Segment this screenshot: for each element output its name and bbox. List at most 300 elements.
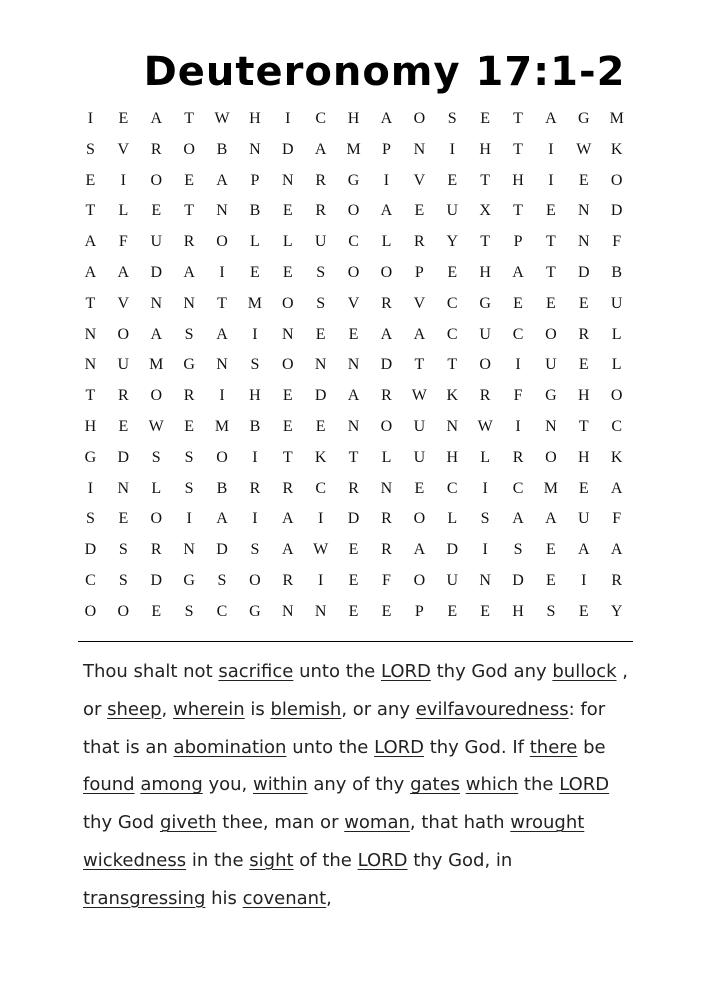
grid-letter[interactable]: D [117, 448, 130, 466]
grid-letter[interactable]: I [318, 571, 324, 589]
grid-letter[interactable]: S [118, 571, 128, 589]
grid-letter[interactable]: A [545, 510, 557, 528]
grid-letter[interactable]: H [84, 417, 97, 435]
grid-letter[interactable]: A [578, 541, 590, 559]
grid-row [74, 597, 633, 628]
grid-letter[interactable]: S [250, 356, 260, 374]
grid-letter[interactable]: E [480, 110, 491, 127]
grid-letter[interactable]: R [150, 140, 162, 158]
grid-letter[interactable]: O [413, 110, 426, 127]
grid-letter[interactable]: E [118, 510, 129, 528]
grid-letter[interactable]: D [578, 263, 590, 281]
grid-letter[interactable]: A [84, 233, 97, 251]
grid-letter[interactable]: A [150, 110, 162, 127]
grid-letter[interactable]: L [611, 325, 622, 343]
grid-letter[interactable]: N [84, 356, 97, 374]
grid-letter[interactable]: E [85, 171, 96, 189]
grid-letter[interactable]: I [219, 387, 225, 405]
grid-letter[interactable]: M [609, 110, 624, 127]
grid-letter[interactable]: U [479, 325, 491, 343]
grid-letter[interactable]: R [381, 294, 392, 312]
grid-letter[interactable]: T [546, 263, 556, 281]
grid-letter[interactable]: E [546, 202, 556, 220]
grid-letter[interactable]: E [578, 171, 589, 189]
grid-letter[interactable]: T [447, 356, 458, 374]
grid-letter[interactable]: N [479, 571, 491, 589]
grid-letter[interactable]: R [150, 541, 162, 559]
grid-letter[interactable]: E [315, 325, 326, 343]
grid-letter[interactable]: O [150, 387, 162, 405]
hidden-word: sight [249, 849, 294, 871]
grid-letter[interactable]: U [446, 571, 459, 589]
grid-letter[interactable]: I [252, 510, 258, 528]
grid-letter[interactable]: W [148, 417, 164, 435]
grid-letter[interactable]: R [183, 387, 195, 405]
grid-letter[interactable]: R [479, 387, 491, 405]
grid-letter[interactable]: G [578, 110, 590, 127]
grid-letter[interactable]: O [150, 510, 162, 528]
grid-letter[interactable]: V [117, 294, 130, 312]
grid-letter[interactable]: N [347, 356, 360, 374]
grid-letter[interactable]: O [545, 325, 557, 343]
grid-letter[interactable]: D [610, 202, 623, 220]
grid-letter[interactable]: R [381, 541, 392, 559]
grid-letter[interactable]: V [347, 294, 360, 312]
grid-letter[interactable]: H [249, 110, 261, 127]
grid-letter[interactable]: F [513, 387, 523, 405]
grid-letter[interactable]: S [184, 602, 194, 620]
grid-letter[interactable]: U [610, 294, 623, 312]
grid-letter[interactable]: B [249, 202, 261, 220]
grid-letter[interactable]: I [87, 110, 94, 127]
grid-letter[interactable]: E [151, 202, 162, 220]
grid-letter[interactable]: C [85, 571, 96, 589]
grid-letter[interactable]: I [285, 110, 291, 127]
grid-letter[interactable]: E [282, 417, 293, 435]
grid-letter[interactable]: H [446, 448, 459, 466]
hidden-word: bullock [552, 661, 617, 682]
grid-letter[interactable]: S [85, 510, 95, 528]
grid-letter[interactable]: C [315, 479, 327, 497]
grid-letter[interactable]: T [184, 202, 194, 220]
grid-letter[interactable]: I [449, 140, 455, 158]
grid-letter[interactable]: N [282, 325, 294, 343]
grid-letter[interactable]: E [447, 602, 458, 620]
grid-letter[interactable]: F [118, 233, 128, 251]
grid-letter[interactable]: C [348, 233, 359, 251]
grid-letter[interactable]: F [612, 233, 622, 251]
grid-letter[interactable]: H [249, 387, 261, 405]
grid-letter[interactable]: O [380, 263, 393, 281]
grid-letter[interactable]: O [183, 140, 195, 158]
grid-letter[interactable]: D [380, 356, 393, 374]
grid-letter[interactable]: S [316, 263, 326, 281]
grid-letter[interactable]: E [578, 294, 589, 312]
grid-letter[interactable]: B [216, 479, 228, 497]
grid-letter[interactable]: S [85, 140, 95, 158]
grid-row [74, 350, 633, 381]
grid-letter[interactable]: R [381, 510, 392, 528]
grid-letter[interactable]: Y [610, 602, 623, 620]
grid-letter[interactable]: I [515, 356, 521, 374]
grid-letter[interactable]: I [87, 479, 94, 497]
grid-letter[interactable]: S [316, 294, 326, 312]
grid-letter[interactable]: T [85, 387, 96, 405]
grid-letter[interactable]: D [282, 140, 294, 158]
grid-letter[interactable]: W [313, 541, 329, 559]
grid-letter[interactable]: A [347, 387, 360, 405]
grid-letter[interactable]: E [348, 571, 359, 589]
grid-letter[interactable]: S [217, 571, 227, 589]
grid-letter[interactable]: W [477, 417, 493, 435]
grid-letter[interactable]: Y [446, 233, 459, 251]
grid-letter[interactable]: V [413, 294, 426, 312]
grid-letter[interactable]: O [282, 294, 294, 312]
grid-letter[interactable]: S [184, 448, 194, 466]
grid-letter[interactable]: M [543, 479, 559, 497]
grid-letter[interactable]: A [282, 541, 294, 559]
grid-letter[interactable]: A [380, 110, 393, 127]
grid-letter[interactable]: T [480, 233, 491, 251]
grid-letter[interactable]: N [183, 541, 195, 559]
grid-letter[interactable]: G [183, 571, 195, 589]
grid-letter[interactable]: P [414, 263, 424, 281]
grid-letter[interactable]: A [282, 510, 294, 528]
grid-letter[interactable]: A [314, 140, 327, 158]
grid-letter[interactable]: M [214, 417, 230, 435]
grid-letter[interactable]: R [348, 479, 359, 497]
grid-letter[interactable]: R [315, 202, 327, 220]
grid-letter[interactable]: K [610, 448, 623, 466]
grid-letter[interactable]: D [84, 541, 97, 559]
grid-letter[interactable]: O [413, 571, 426, 589]
grid-letter[interactable]: S [151, 448, 161, 466]
grid-letter[interactable]: C [611, 417, 623, 435]
grid-letter[interactable]: L [151, 479, 162, 497]
grid-letter[interactable]: A [216, 325, 228, 343]
grid-letter[interactable]: T [513, 110, 523, 127]
grid-row [74, 196, 633, 227]
grid-letter[interactable]: N [578, 202, 590, 220]
grid-letter[interactable]: A [117, 263, 130, 281]
grid-letter[interactable]: S [480, 510, 490, 528]
grid-letter[interactable]: L [282, 233, 293, 251]
grid-letter[interactable]: R [578, 325, 590, 343]
grid-letter[interactable]: H [347, 110, 360, 127]
grid-letter[interactable]: E [348, 325, 359, 343]
grid-letter[interactable]: S [447, 110, 457, 127]
grid-letter[interactable]: W [576, 140, 592, 158]
grid-letter[interactable]: H [578, 448, 590, 466]
grid-letter[interactable]: B [249, 417, 261, 435]
grid-letter[interactable]: A [84, 263, 97, 281]
grid-letter[interactable]: R [183, 233, 195, 251]
grid-letter[interactable]: P [513, 233, 523, 251]
grid-letter[interactable]: A [150, 325, 162, 343]
grid-letter[interactable]: I [581, 571, 587, 589]
grid-letter[interactable]: O [479, 356, 491, 374]
grid-letter[interactable]: G [479, 294, 491, 312]
grid-letter[interactable]: I [252, 448, 258, 466]
grid-letter[interactable]: I [120, 171, 126, 189]
grid-letter[interactable]: U [545, 356, 557, 374]
grid-letter[interactable]: R [414, 233, 425, 251]
grid-letter[interactable]: L [381, 448, 392, 466]
grid-letter[interactable]: C [512, 325, 524, 343]
grid-letter[interactable]: A [512, 263, 524, 281]
grid-letter[interactable]: E [118, 110, 129, 127]
grid-letter[interactable]: E [151, 602, 162, 620]
grid-letter[interactable]: D [347, 510, 360, 528]
grid-letter[interactable]: O [84, 602, 97, 620]
grid-letter[interactable]: B [611, 263, 623, 281]
grid-letter[interactable]: O [347, 202, 360, 220]
grid-letter[interactable]: O [610, 171, 623, 189]
grid-letter[interactable]: U [314, 233, 327, 251]
grid-letter[interactable]: K [610, 140, 623, 158]
grid-letter[interactable]: H [578, 387, 590, 405]
grid-letter[interactable]: E [546, 294, 556, 312]
grid-letter[interactable]: G [545, 387, 557, 405]
grid-letter[interactable]: I [482, 479, 488, 497]
grid-letter[interactable]: T [578, 417, 589, 435]
grid-letter[interactable]: N [347, 417, 360, 435]
grid-letter[interactable]: E [447, 171, 458, 189]
grid-letter[interactable]: T [480, 171, 491, 189]
grid-letter[interactable]: O [347, 263, 360, 281]
grid-letter[interactable]: I [482, 541, 488, 559]
grid-letter[interactable]: R [512, 448, 524, 466]
grid-letter[interactable]: E [447, 263, 458, 281]
grid-letter[interactable]: C [512, 479, 524, 497]
grid-letter[interactable]: T [217, 294, 227, 312]
grid-letter[interactable]: O [216, 233, 228, 251]
grid-letter[interactable]: W [411, 387, 427, 405]
grid-letter[interactable]: H [479, 140, 491, 158]
grid-letter[interactable]: X [479, 202, 491, 220]
grid-letter[interactable]: A [610, 479, 623, 497]
grid-letter[interactable]: N [314, 356, 327, 374]
grid-row [74, 474, 633, 505]
grid-letter[interactable]: S [513, 541, 523, 559]
grid-letter[interactable]: T [513, 202, 523, 220]
grid-letter[interactable]: N [117, 479, 130, 497]
grid-row [74, 135, 633, 166]
grid-letter[interactable]: L [118, 202, 129, 220]
grid-letter[interactable]: N [150, 294, 162, 312]
grid-letter[interactable]: G [183, 356, 195, 374]
grid-letter[interactable]: I [548, 140, 554, 158]
grid-letter[interactable]: E [546, 571, 556, 589]
grid-letter[interactable]: C [446, 479, 458, 497]
grid-letter[interactable]: K [314, 448, 327, 466]
grid-letter[interactable]: U [117, 356, 130, 374]
grid-letter[interactable]: A [512, 510, 524, 528]
grid-letter[interactable]: O [216, 448, 228, 466]
grid-letter[interactable]: R [282, 479, 294, 497]
grid-letter[interactable]: I [186, 510, 192, 528]
grid-letter[interactable]: R [381, 387, 392, 405]
grid-letter[interactable]: V [413, 171, 426, 189]
grid-letter[interactable]: U [413, 417, 426, 435]
grid-letter[interactable]: U [446, 202, 459, 220]
grid-letter[interactable]: O [117, 325, 130, 343]
grid-letter[interactable]: N [380, 479, 393, 497]
grid-letter[interactable]: L [381, 233, 392, 251]
grid-letter[interactable]: L [250, 233, 260, 251]
grid-letter[interactable]: O [249, 571, 261, 589]
grid-letter[interactable]: O [117, 602, 130, 620]
grid-letter[interactable]: I [548, 171, 554, 189]
grid-letter[interactable]: O [150, 171, 162, 189]
hidden-word: covenant [242, 887, 327, 909]
grid-letter[interactable]: U [578, 510, 590, 528]
grid-letter[interactable]: T [348, 448, 359, 466]
grid-letter[interactable]: W [214, 110, 230, 127]
grid-letter[interactable]: P [250, 171, 260, 189]
grid-letter[interactable]: R [611, 571, 623, 589]
grid-letter[interactable]: T [282, 448, 293, 466]
grid-letter[interactable]: T [85, 294, 96, 312]
grid-letter[interactable]: M [247, 294, 263, 312]
passage-text: the [518, 774, 560, 796]
grid-letter[interactable]: N [545, 417, 557, 435]
grid-letter[interactable]: E [578, 356, 589, 374]
grid-letter[interactable]: G [249, 602, 261, 620]
grid-letter[interactable]: T [546, 233, 556, 251]
grid-letter[interactable]: I [383, 171, 390, 189]
grid-letter[interactable]: F [382, 571, 391, 589]
grid-letter[interactable]: I [318, 510, 324, 528]
grid-letter[interactable]: D [150, 263, 162, 281]
grid-letter[interactable]: H [479, 263, 491, 281]
grid-letter[interactable]: A [610, 541, 623, 559]
grid-letter[interactable]: E [414, 202, 425, 220]
grid-letter[interactable]: K [446, 387, 459, 405]
grid-letter[interactable]: N [578, 233, 590, 251]
grid-letter[interactable]: N [413, 140, 426, 158]
grid-letter[interactable]: U [150, 233, 162, 251]
grid-letter[interactable]: E [282, 263, 293, 281]
grid-letter[interactable]: D [446, 541, 459, 559]
grid-letter[interactable]: N [282, 171, 294, 189]
grid-letter[interactable]: H [512, 171, 524, 189]
grid-letter[interactable]: E [184, 417, 194, 435]
grid-letter[interactable]: N [216, 356, 228, 374]
grid-letter[interactable]: A [380, 325, 393, 343]
grid-letter[interactable]: E [184, 171, 194, 189]
grid-letter[interactable]: N [314, 602, 327, 620]
grid-letter[interactable]: G [84, 448, 97, 466]
grid-letter[interactable]: E [414, 479, 425, 497]
grid-letter[interactable]: E [118, 417, 129, 435]
grid-letter[interactable]: V [117, 140, 130, 158]
grid-letter[interactable]: P [414, 602, 424, 620]
grid-letter[interactable]: E [348, 602, 359, 620]
grid-letter[interactable]: S [184, 325, 194, 343]
grid-letter[interactable]: N [249, 140, 261, 158]
grid-letter[interactable]: R [282, 571, 294, 589]
grid-row [74, 320, 633, 351]
grid-letter[interactable]: A [216, 171, 228, 189]
grid-letter[interactable]: T [85, 202, 96, 220]
grid-letter[interactable]: O [545, 448, 557, 466]
grid-letter[interactable]: E [282, 202, 293, 220]
grid-letter[interactable]: D [150, 571, 162, 589]
grid-letter[interactable]: M [346, 140, 361, 158]
grid-letter[interactable]: E [348, 541, 359, 559]
grid-letter[interactable]: E [381, 602, 392, 620]
grid-letter[interactable]: C [216, 602, 228, 620]
grid-letter[interactable]: I [219, 263, 225, 281]
grid-letter[interactable]: I [515, 417, 521, 435]
grid-letter[interactable]: D [512, 571, 524, 589]
grid-letter[interactable]: N [446, 417, 459, 435]
grid-letter[interactable]: L [447, 510, 458, 528]
grid-letter[interactable]: R [118, 387, 129, 405]
grid-letter[interactable]: O [282, 356, 294, 374]
grid-letter[interactable]: N [84, 325, 97, 343]
page-title: Deuteronomy 17:1-2 [143, 49, 626, 95]
grid-letter[interactable]: R [249, 479, 261, 497]
grid-letter[interactable]: O [380, 417, 393, 435]
grid-letter[interactable]: S [250, 541, 260, 559]
grid-letter[interactable]: P [382, 140, 391, 158]
grid-letter[interactable]: A [413, 541, 426, 559]
grid-letter[interactable]: S [184, 479, 194, 497]
grid-letter[interactable]: D [216, 541, 228, 559]
grid-letter[interactable]: C [315, 110, 327, 127]
grid-letter[interactable]: C [446, 325, 458, 343]
grid-letter[interactable]: I [252, 325, 258, 343]
grid-letter[interactable]: R [315, 171, 327, 189]
grid-letter[interactable]: N [216, 202, 228, 220]
grid-letter[interactable]: E [480, 602, 491, 620]
grid-letter[interactable]: A [545, 110, 557, 127]
grid-letter[interactable]: L [480, 448, 491, 466]
grid-letter[interactable]: T [414, 356, 425, 374]
grid-letter[interactable]: O [610, 387, 623, 405]
grid-letter[interactable]: F [612, 510, 622, 528]
grid-letter[interactable]: N [183, 294, 195, 312]
grid-letter[interactable]: B [216, 140, 228, 158]
grid-letter[interactable]: A [183, 263, 195, 281]
grid-letter[interactable]: E [513, 294, 523, 312]
grid-letter[interactable]: E [282, 387, 293, 405]
grid-letter[interactable]: S [118, 541, 128, 559]
grid-letter[interactable]: D [314, 387, 327, 405]
grid-letter[interactable]: A [216, 510, 228, 528]
grid-letter[interactable]: A [413, 325, 426, 343]
grid-letter[interactable]: L [611, 356, 622, 374]
grid-letter[interactable]: O [413, 510, 426, 528]
grid-letter[interactable]: M [149, 356, 164, 374]
grid-letter[interactable]: S [546, 602, 556, 620]
grid-letter[interactable]: E [250, 263, 260, 281]
grid-letter[interactable]: T [513, 140, 523, 158]
grid-letter[interactable]: E [315, 417, 326, 435]
grid-letter[interactable]: E [578, 479, 589, 497]
grid-letter[interactable]: U [413, 448, 426, 466]
grid-letter[interactable]: G [347, 171, 360, 189]
grid-letter[interactable]: C [446, 294, 458, 312]
grid-letter[interactable]: E [546, 541, 556, 559]
grid-letter[interactable]: H [512, 602, 524, 620]
grid-letter[interactable]: T [184, 110, 194, 127]
grid-letter[interactable]: E [578, 602, 589, 620]
grid-letter[interactable]: A [380, 202, 393, 220]
grid-letter[interactable]: N [282, 602, 294, 620]
